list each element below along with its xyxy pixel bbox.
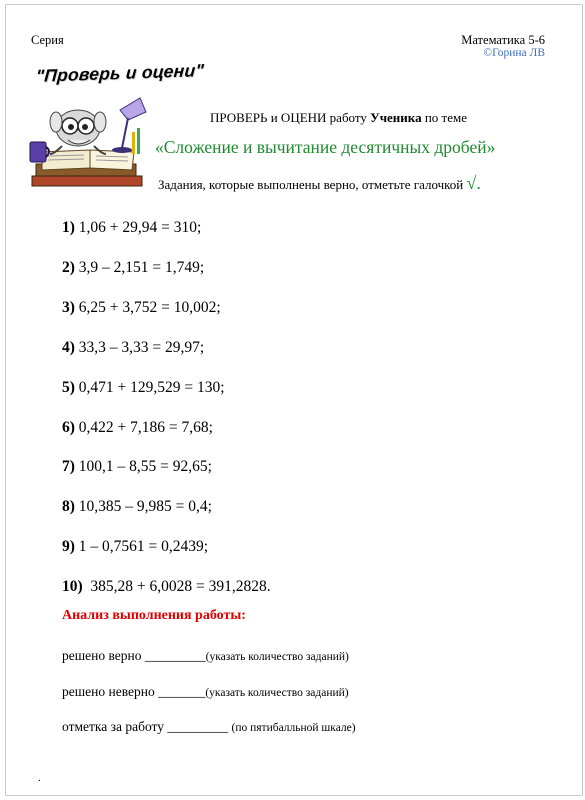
task-item bbox=[62, 578, 271, 596]
instructions-text: Задания, которые выполнены верно, отметьте галочкой bbox=[158, 177, 467, 192]
task-expression: 6,25 + 3,752 = 10,002; bbox=[74, 299, 221, 316]
task-number: 5) bbox=[62, 379, 75, 396]
task-item bbox=[62, 419, 213, 437]
subject-label: Математика 5-6 bbox=[461, 33, 545, 47]
task-number: 9) bbox=[62, 538, 75, 555]
task-expression: 0,422 + 7,186 = 7,68; bbox=[74, 419, 213, 436]
intro-before: ПРОВЕРЬ и ОЦЕНИ работу bbox=[210, 110, 371, 125]
task-number: 6) bbox=[62, 419, 75, 436]
task-expression: 0,471 + 129,529 = 130; bbox=[74, 379, 225, 396]
professor-reading-illustration bbox=[28, 92, 151, 192]
task-item bbox=[62, 259, 204, 277]
footer-mark: . bbox=[38, 772, 41, 784]
task-expression: 100,1 – 8,55 = 92,65; bbox=[74, 458, 212, 475]
task-number: 2) bbox=[62, 259, 75, 276]
task-expression: 1 – 0,7561 = 0,2439; bbox=[74, 538, 209, 555]
intro-student: Ученика bbox=[370, 110, 422, 125]
instructions bbox=[158, 173, 481, 194]
task-number: 3) bbox=[62, 299, 75, 316]
analysis-line-hint: (указать количество заданий) bbox=[205, 687, 349, 699]
task-expression: 33,3 – 3,33 = 29,97; bbox=[74, 339, 205, 356]
copyright-label: ©Горина ЛВ bbox=[483, 47, 545, 59]
task-expression: 10,385 – 9,985 = 0,4; bbox=[74, 498, 212, 515]
analysis-line-hint: (по пятибалльной шкале) bbox=[231, 722, 356, 734]
task-expression: 3,9 – 2,151 = 1,749; bbox=[74, 259, 205, 276]
task-number: 8) bbox=[62, 498, 75, 515]
task-expression: 385,28 + 6,0028 = 391,2828. bbox=[82, 578, 271, 595]
task-item bbox=[62, 498, 212, 516]
task-expression: 1,06 + 29,94 = 310; bbox=[74, 219, 202, 236]
analysis-line-incorrect bbox=[62, 684, 349, 700]
task-item bbox=[62, 458, 212, 476]
task-item bbox=[62, 339, 204, 357]
task-item bbox=[62, 538, 208, 556]
analysis-line-text: решено неверно _______ bbox=[62, 684, 206, 699]
analysis-line-correct bbox=[62, 648, 349, 664]
task-number: 4) bbox=[62, 339, 75, 356]
logo-title: "Проверь и оцени" bbox=[35, 60, 205, 86]
analysis-line-text: решено верно _________ bbox=[62, 648, 206, 663]
checkmark-icon: √. bbox=[466, 173, 481, 193]
task-item bbox=[62, 299, 221, 317]
task-item bbox=[62, 219, 201, 237]
task-number: 10) bbox=[62, 578, 83, 595]
task-number: 1) bbox=[62, 219, 75, 236]
intro-after: по теме bbox=[421, 110, 467, 125]
task-number: 7) bbox=[62, 458, 75, 475]
analysis-line-hint: (указать количество заданий) bbox=[205, 651, 349, 663]
series-label: Серия bbox=[31, 33, 64, 47]
intro-text bbox=[210, 110, 467, 126]
analysis-line-grade bbox=[62, 719, 356, 735]
analysis-title: Анализ выполнения работы: bbox=[62, 608, 246, 623]
task-item bbox=[62, 379, 225, 397]
topic-title: «Сложение и вычитание десятичных дробей» bbox=[155, 137, 496, 157]
analysis-line-text: отметка за работу _________ bbox=[62, 719, 232, 734]
